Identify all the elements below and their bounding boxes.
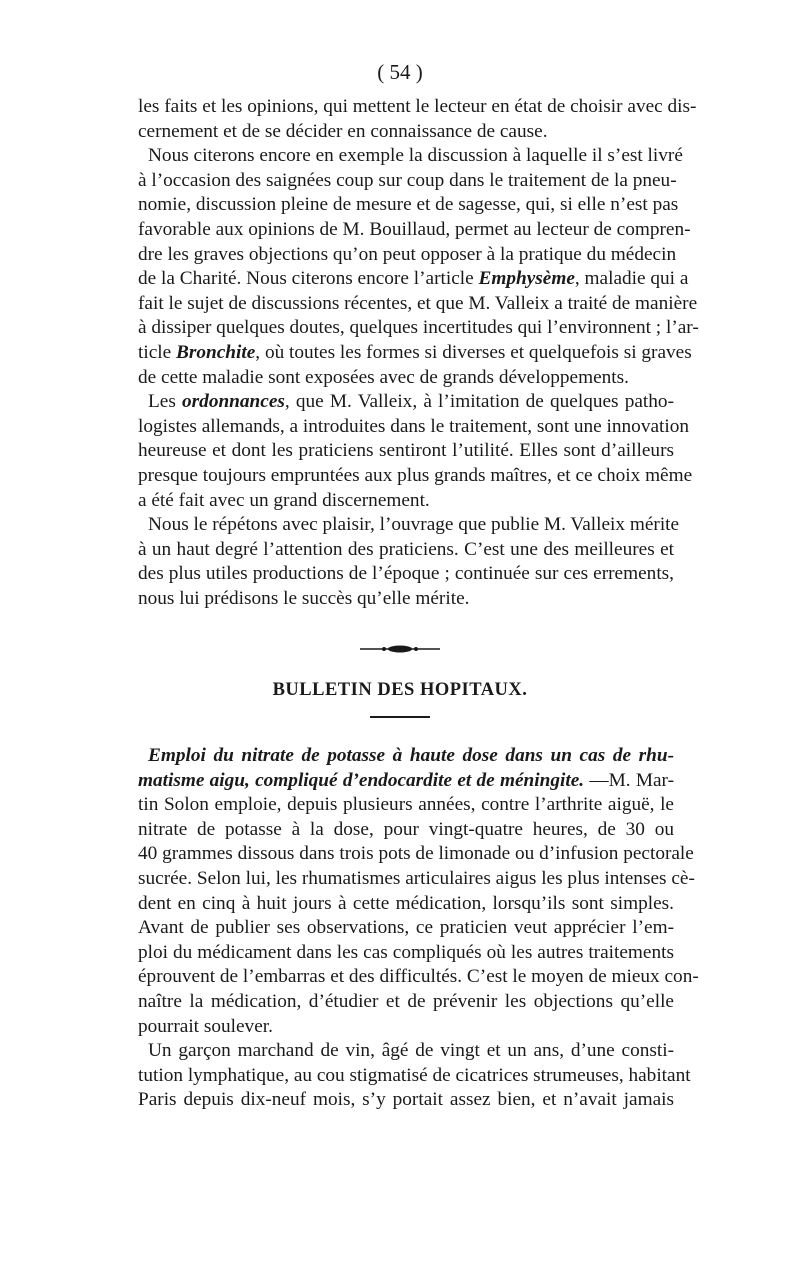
text-line: Nous citerons encore en exemple la discussion à laquelle il s’est livré — [148, 145, 683, 167]
emphasis: matisme aigu, compliqué d’endocardite et de méningite. — [138, 769, 585, 791]
text-line: à un haut degré l’attention des praticiens. C’est une des meilleures et — [138, 538, 674, 560]
emphasis: Bronchite — [176, 341, 256, 363]
ornamental-rule — [0, 644, 800, 654]
text-line: nous lui prédisons le succès qu’elle mérite. — [138, 587, 470, 609]
heading-rule — [370, 716, 430, 718]
text-line: heureuse et dont les praticiens sentiront l’utilité. Elles sont d’ailleurs — [138, 440, 674, 462]
text-line: presque toujours empruntées aux plus grands maîtres, et ce choix même — [138, 464, 693, 486]
text-line: à l’occasion des saignées coup sur coup dans le traitement de la pneu- — [138, 169, 677, 191]
bulletin-text-block — [138, 744, 699, 1113]
text-line: a été fait avec un grand discernement. — [138, 489, 430, 511]
text-line: matisme aigu, compliqué d’endocardite et de méningite. —M. Mar- — [138, 769, 675, 791]
text-line: éprouvent de l’embarras et des difficultés. C’est le moyen de mieux con- — [138, 966, 699, 988]
text-line: Nous le répétons avec plaisir, l’ouvrage que publie M. Valleix mérite — [148, 514, 680, 536]
text-line: ticle Bronchite, où toutes les formes si diverses et quelquefois si graves — [138, 341, 692, 363]
ornament-divider-icon — [360, 644, 440, 654]
section-heading: BULLETIN DES HOPITAUX. — [272, 680, 528, 700]
text-line: nomie, discussion pleine de mesure et de sagesse, qui, si elle n’est pas — [138, 194, 679, 216]
text-line: tution lymphatique, au cou stigmatisé de cicatrices strumeuses, habitant — [138, 1064, 691, 1086]
text-line: nitrate de potasse à la dose, pour vingt-quatre heures, de 30 ou — [138, 818, 674, 840]
emphasis: Emphysème — [478, 268, 575, 290]
text-line: logistes allemands, a introduites dans le traitement, sont une innovation — [138, 415, 690, 437]
text-line: cernement et de se décider en connaissance de cause. — [138, 120, 548, 142]
text-line: à dissiper quelques doutes, quelques incertitudes qui l’environnent ; l’ar- — [138, 317, 699, 339]
text-line: ploi du médicament dans les cas compliqués où les autres traitements — [138, 941, 674, 963]
emphasis: Emploi du nitrate de potasse à haute dose dans un cas de rhu- — [148, 745, 674, 766]
text-line: favorable aux opinions de M. Bouillaud, permet au lecteur de compren- — [138, 218, 691, 240]
text-line: Avant de publier ses observations, ce praticien veut apprécier l’em- — [138, 917, 674, 939]
text-line: tin Solon emploie, depuis plusieurs années, contre l’arthrite aiguë, le — [138, 794, 674, 816]
text-line: sucrée. Selon lui, les rhumatismes articulaires aigus les plus intenses cè- — [138, 867, 695, 889]
text-line: de cette maladie sont exposées avec de grands développements. — [138, 366, 629, 388]
text-line: 40 grammes dissous dans trois pots de limonade ou d’infusion pectorale — [138, 843, 694, 865]
text-line: Les ordonnances, que M. Valleix, à l’imitation de quelques patho- — [148, 391, 674, 413]
review-text-block — [138, 95, 699, 611]
page-number: ( 54 ) — [377, 60, 423, 84]
emphasis: ordonnances — [182, 391, 285, 413]
text-line: Un garçon marchand de vin, âgé de vingt et un ans, d’une consti- — [148, 1040, 674, 1062]
text-line: dre les graves objections qu’on peut opposer à la pratique du médecin — [138, 243, 677, 265]
text-line: naître la médication, d’étudier et de prévenir les objections qu’elle — [138, 990, 674, 1012]
text-line: dent en cinq à huit jours à cette médication, lorsqu’ils sont simples. — [138, 892, 674, 914]
text-line: pourrait soulever. — [138, 1015, 273, 1037]
text-line: de la Charité. Nous citerons encore l’article Emphysème, maladie qui a — [138, 268, 689, 290]
text-line: les faits et les opinions, qui mettent le lecteur en état de choisir avec dis- — [138, 96, 697, 117]
text-line: Paris depuis dix-neuf mois, s’y portait assez bien, et n’avait jamais — [138, 1089, 674, 1111]
text-line: des plus utiles productions de l’époque ; continuée sur ces errements, — [138, 563, 674, 585]
text-line — [138, 744, 674, 769]
text-line: fait le sujet de discussions récentes, et que M. Valleix a traité de manière — [138, 292, 698, 314]
